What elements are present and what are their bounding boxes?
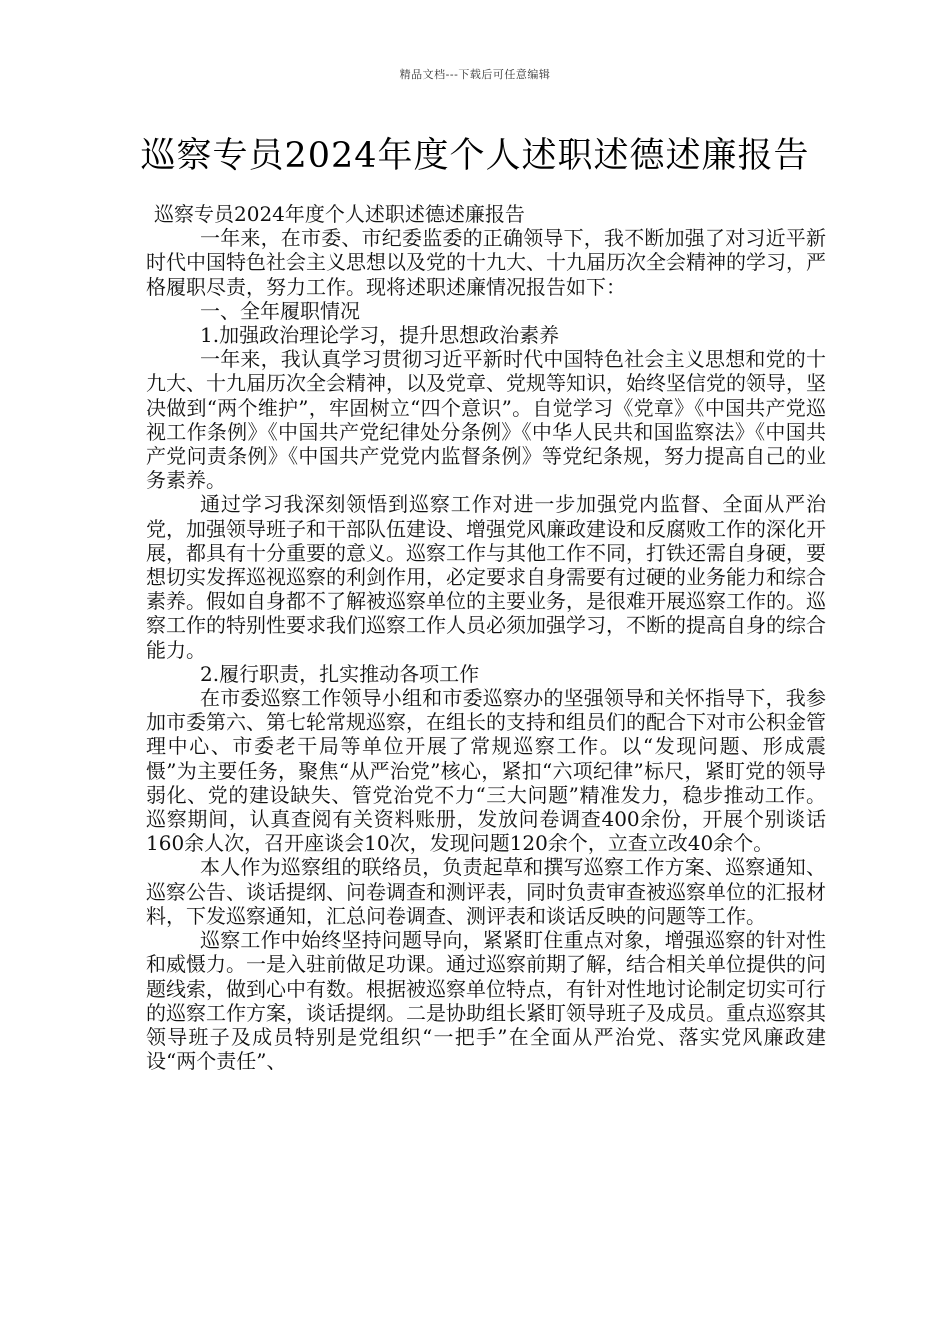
document-body <box>146 202 826 1073</box>
paragraph-study: 一年来，我认真学习贯彻习近平新时代中国特色社会主义思想和党的十九大、十九届历次全会精神，以及党章、党规等知识，始终坚信党的领导，坚决做到“两个维护”，牢固树立“四个意识”。自觉学习《党章》《中国共产党巡视工作条例》《中国共产党纪律处分条例》《中华人民共和国监察法》《中国共产党问责条例》《中国共产党党内监督条例》等党纪条规，努力提高自己的业务素养。 <box>146 347 826 493</box>
paragraph-problem-orientation: 巡察工作中始终坚持问题导向，紧紧盯住重点对象，增强巡察的针对性和威慑力。一是入驻前做足功课。通过巡察前期了解，结合相关单位提供的问题线索，做到心中有数。根据被巡察单位特点，有针对性地讨论制定切实可行的巡察工作方案，谈话提纲。二是协助组长紧盯领导班子及成员。重点巡察其领导班子及成员特别是党组织“一把手”在全面从严治党、落实党风廉政建设“两个责任”、 <box>146 928 826 1074</box>
paragraph-insight: 通过学习我深刻领悟到巡察工作对进一步加强党内监督、全面从严治党，加强领导班子和干部队伍建设、增强党风廉政建设和反腐败工作的深化开展，都具有十分重要的意义。巡察工作与其他工作不同，打铁还需自身硬，要想切实发挥巡视巡察的利剑作用，必定要求自身需要有过硬的业务能力和综合素养。假如自身都不了解被巡察单位的主要业务，是很难开展巡察工作的。巡察工作的特别性要求我们巡察工作人员必须加强学习，不断的提高自身的综合能力。 <box>146 492 826 662</box>
subsection-heading-2: 2.履行职责，扎实推动各项工作 <box>200 661 480 686</box>
document-title: 巡察专员2024年度个人述职述德述廉报告 <box>140 136 810 176</box>
paragraph-intro: 一年来，在市委、市纪委监委的正确领导下，我不断加强了对习近平新时代中国特色社会主义思想以及党的十九大、十九届历次全会精神的学习，严格履职尽责，努力工作。现将述职述廉情况报告如下： <box>146 226 826 299</box>
document-subtitle: 巡察专员2024年度个人述职述德述廉报告 <box>154 202 525 226</box>
subsection-heading-1: 1.加强政治理论学习，提升思想政治素养 <box>200 323 560 348</box>
paragraph-liaison: 本人作为巡察组的联络员，负责起草和撰写巡察工作方案、巡察通知、巡察公告、谈话提纲、问卷调查和测评表，同时负责审查被巡察单位的汇报材料，下发巡察通知，汇总问卷调查、测评表和谈话反映的问题等工作。 <box>146 855 826 928</box>
section-heading-1: 一、全年履职情况 <box>200 298 360 323</box>
header-note: 精品文档---下载后可任意编辑 <box>399 68 551 81</box>
paragraph-duties: 在市委巡察工作领导小组和市委巡察办的坚强领导和关怀指导下，我参加市委第六、第七轮常规巡察，在组长的支持和组员们的配合下对市公积金管理中心、市委老干局等单位开展了常规巡察工作。以“发现问题、形成震慑”为主要任务，聚焦“从严治党”核心，紧扣“六项纪律”标尺，紧盯党的领导弱化、党的建设缺失、管党治党不力“三大问题”精准发力，稳步推动工作。巡察期间，认真查阅有关资料账册，发放问卷调查400余份，开展个别谈话160余人次，召开座谈会10次，发现问题120余个，立查立改40余个。 <box>146 686 826 856</box>
